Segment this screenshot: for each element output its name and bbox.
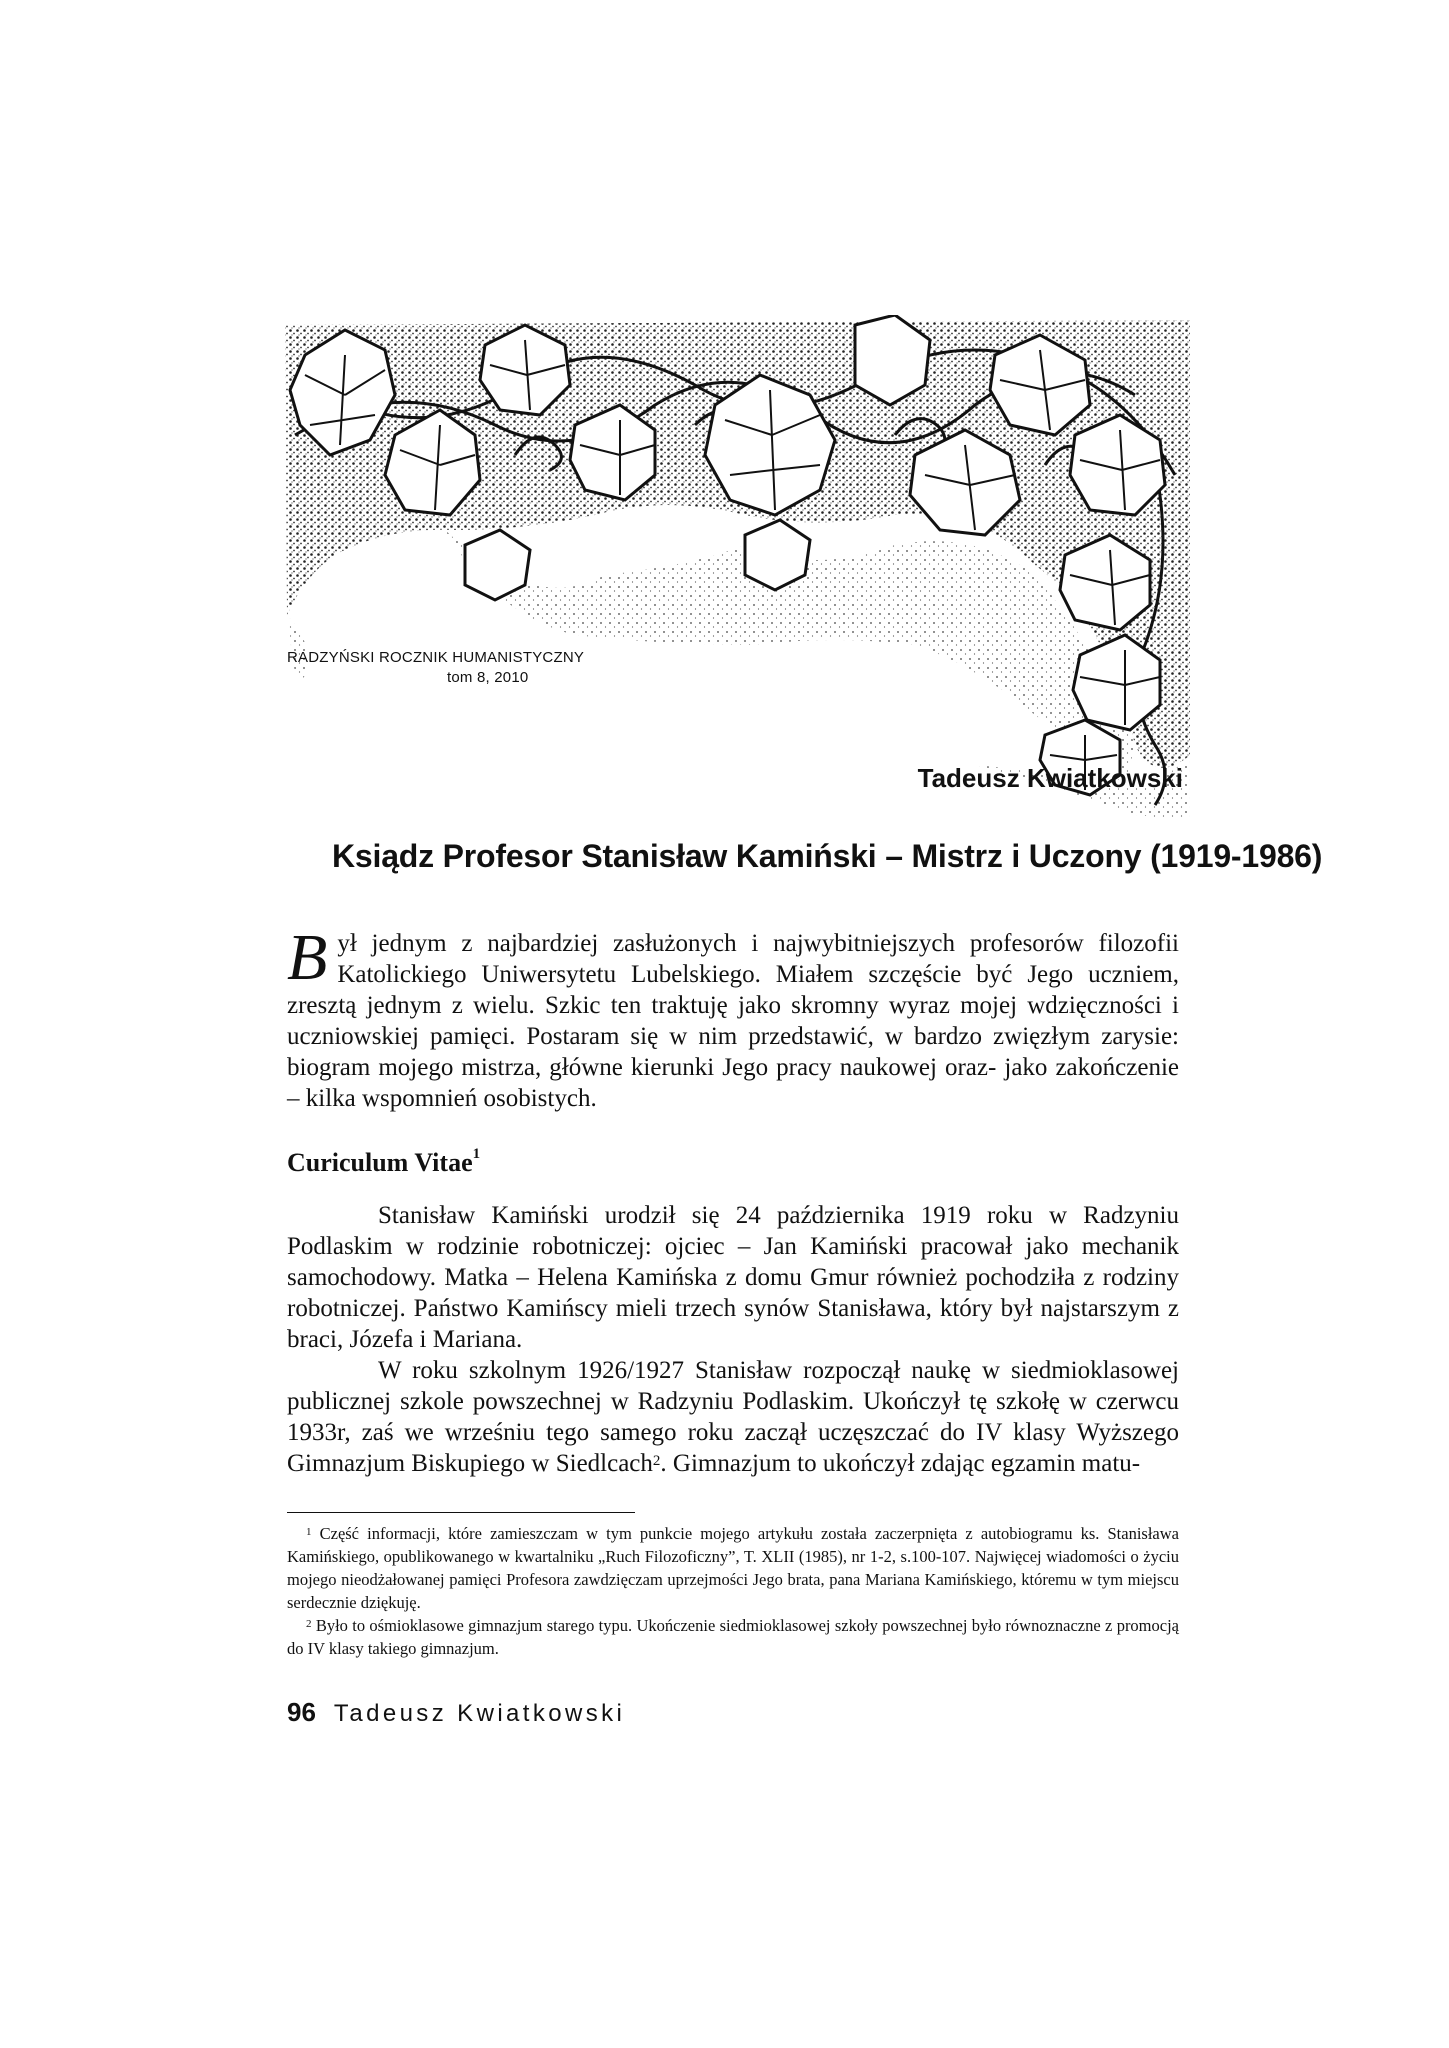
intro-text: ył jednym z najbardziej zasłużonych i najwybitniejszych profesorów filozofii Katolickiego Uniwersytetu Lubelskiego. Miałem szczęście być Jego uczniem, zresztą jednym z wielu. Szkic ten traktuję jako skromny wyraz mojej wdzięczności i uczniowskiej pamięci. Postaram się w nim przedstawić, w bardzo zwięzłym zarysie: biogram mojego mistrza, główne kierunki Jego pracy naukowej oraz- jako zakończenie – kilka wspomnień osobistych. xyxy=(287,930,1179,1112)
footnote-separator xyxy=(287,1512,635,1513)
footnote-1-text: Część informacji, które zamieszczam w tym punkcie mojego artykułu została zaczerpnięta z autobiogramu ks. Stanisława Kamińskiego, opublikowanego w kwartalniku „Ruch Filozoficzny”, T. XLII (1985), nr 1-2, s.100-107. Najwięcej wiadomości o życiu mojego nieodżałowanej pamięci Profesora zawdzięczam uprzejmości Jego brata, pana Mariana Kamińskiego, któremu w tym miejscu serdecznie dziękuję. xyxy=(287,1524,1179,1612)
cv-paragraph-1: Stanisław Kamiński urodził się 24 października 1919 roku w Radzyniu Podlaskim w rodzinie robotniczej: ojciec – Jan Kamiński pracował jako mechanik samochodowy. Matka – Helena Kamińska z domu Gmur również pochodziła z rodziny robotniczej. Państwo Kamińscy mieli trzech synów Stanisława, który był najstarszym z braci, Józefa i Mariana. xyxy=(287,1202,1179,1353)
curriculum-vitae-text xyxy=(287,1200,1179,1479)
section-heading-text: Curiculum Vitae xyxy=(287,1148,473,1177)
cv-paragraph-2 xyxy=(287,1355,1179,1479)
intro-paragraph xyxy=(287,921,1179,1114)
journal-name: RADZYŃSKI ROCZNIK HUMANISTYCZNY xyxy=(287,649,585,666)
running-head-author: Tadeusz Kwiatkowski xyxy=(333,1700,626,1727)
section-heading xyxy=(287,1148,480,1178)
ivy-vine-ornament-icon xyxy=(275,315,1200,820)
footnote-ref-2[interactable]: 2 xyxy=(652,1453,661,1469)
footnote-1 xyxy=(287,1522,1179,1614)
article-title: Ksiądz Profesor Stanisław Kamiński – Mistrz i Uczony (1919-1986) xyxy=(332,838,1323,874)
cv-paragraph-2-text: W roku szkolnym 1926/1927 Stanisław rozpoczął naukę w siedmioklasowej publicznej szkole powszechnej w Radzyniu Podlaskim. Ukończył tę szkołę w czerwcu 1933r, zaś we wrześniu tego samego roku zaczął uczęszczać do IV klasy Wyższego Gimnazjum Biskupiego w Siedlcach xyxy=(287,1357,1179,1477)
footnote-ref-1[interactable]: 1 xyxy=(472,1146,481,1162)
author-name: Tadeusz Kwiatkowski xyxy=(917,763,1183,793)
journal-volume: tom 8, 2010 xyxy=(447,669,529,686)
footnotes xyxy=(287,1522,1179,1660)
journal-header xyxy=(287,648,587,688)
footnote-mark-2: 2 xyxy=(306,1618,312,1630)
footnote-2-text: Było to ośmioklasowe gimnazjum starego typu. Ukończenie siedmioklasowej szkoły powszechnej było równoznaczne z promocją do IV klasy takiego gimnazjum. xyxy=(287,1616,1179,1658)
page-number: 96 xyxy=(287,1697,316,1727)
drop-cap: B xyxy=(287,921,328,994)
footnote-2 xyxy=(287,1614,1179,1660)
page-footer xyxy=(287,1697,625,1728)
cv-paragraph-2-continued: . Gimnazjum to ukończył zdając egzamin matu- xyxy=(660,1450,1141,1477)
footnote-mark-1: 1 xyxy=(306,1526,312,1538)
